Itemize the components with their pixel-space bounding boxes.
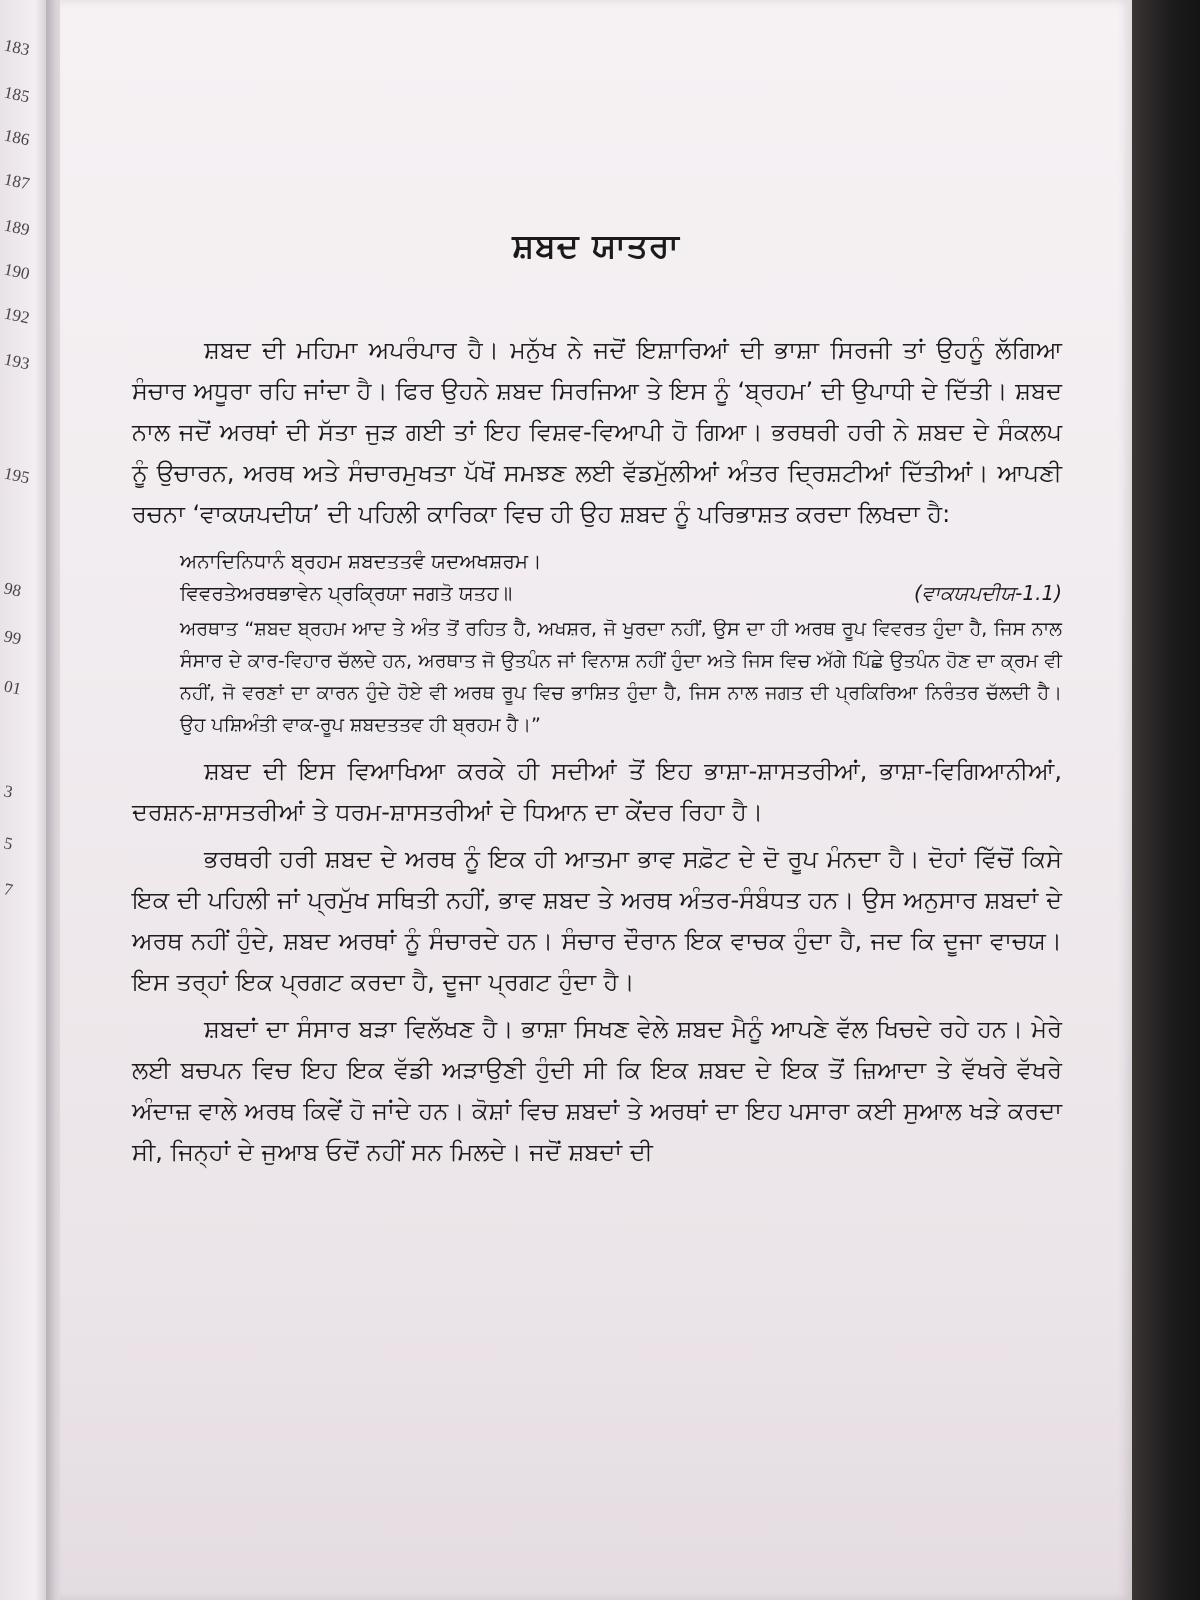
margin-page-number: 01 <box>2 676 23 699</box>
sanskrit-quote <box>180 545 1062 741</box>
margin-page-number: 187 <box>2 169 32 194</box>
margin-page-number: 183 <box>2 35 32 60</box>
margin-page-number: 185 <box>2 82 32 107</box>
intro-paragraph: ਸ਼ਬਦ ਦੀ ਮਹਿਮਾ ਅਪਰੰਪਾਰ ਹੈ। ਮਨੁੱਖ ਨੇ ਜਦੋਂ ਇਸ਼ਾਰਿਆਂ ਦੀ ਭਾਸ਼ਾ ਸਿਰਜੀ ਤਾਂ ਉਹਨੂੰ ਲੱਗਿਆ ਸੰਚਾਰ ਅਧੂਰਾ ਰਹਿ ਜਾਂਦਾ ਹੈ। ਫਿਰ ਉਹਨੇ ਸ਼ਬਦ ਸਿਰਜਿਆ ਤੇ ਇਸ ਨੂੰ ‘ਬ੍ਰਹਮ’ ਦੀ ਉਪਾਧੀ ਦੇ ਦਿੱਤੀ। ਸ਼ਬਦ ਨਾਲ ਜਦੋਂ ਅਰਥਾਂ ਦੀ ਸੱਤਾ ਜੁੜ ਗਈ ਤਾਂ ਇਹ ਵਿਸ਼ਵ-ਵਿਆਪੀ ਹੋ ਗਿਆ। ਭਰਥਰੀ ਹਰੀ ਨੇ ਸ਼ਬਦ ਦੇ ਸੰਕਲਪ ਨੂੰ ਉਚਾਰਨ, ਅਰਥ ਅਤੇ ਸੰਚਾਰਮੁਖਤਾ ਪੱਖੋਂ ਸਮਝਣ ਲਈ ਵੱਡਮੁੱਲੀਆਂ ਅੰਤਰ ਦ੍ਰਿਸ਼ਟੀਆਂ ਦਿੱਤੀਆਂ। ਆਪਣੀ ਰਚਨਾ ‘ਵਾਕਯਪਦੀਯ’ ਦੀ ਪਹਿਲੀ ਕਾਰਿਕਾ ਵਿਚ ਹੀ ਉਹ ਸ਼ਬਦ ਨੂੰ ਪਰਿਭਾਸ਼ਤ ਕਰਦਾ ਲਿਖਦਾ ਹੈ: <box>132 336 1062 528</box>
margin-page-number: 190 <box>2 259 32 284</box>
page-body <box>132 330 1062 1173</box>
chapter-title: ਸ਼ਬਦ ਯਾਤਰਾ <box>512 226 680 265</box>
margin-page-number: 99 <box>2 626 23 649</box>
dark-background <box>1130 0 1200 1600</box>
margin-page-number: 5 <box>2 833 15 854</box>
margin-page-number: 7 <box>2 879 15 900</box>
margin-page-number: 186 <box>2 125 32 150</box>
margin-page-number: 98 <box>2 578 23 601</box>
verse-line: ਵਿਵਰਤੇਅਰਥਭਾਵੇਨ ਪ੍ਰਕ੍ਰਿਯਾ ਜਗਤੋ ਯਤਹ॥ <box>180 581 513 605</box>
book-page <box>60 0 1132 1600</box>
margin-page-number: 193 <box>2 349 32 374</box>
margin-page-number: 195 <box>2 463 32 488</box>
facing-page-edge <box>0 0 50 1600</box>
verse-reference: (ਵਾਕਯਪਦੀਯ-1.1) <box>913 581 1062 605</box>
body-paragraph: ਸ਼ਬਦਾਂ ਦਾ ਸੰਸਾਰ ਬੜਾ ਵਿਲੱਖਣ ਹੈ। ਭਾਸ਼ਾ ਸਿਖਣ ਵੇਲੇ ਸ਼ਬਦ ਮੈਨੂੰ ਆਪਣੇ ਵੱਲ ਖਿਚਦੇ ਰਹੇ ਹਨ। ਮੇਰੇ ਲਈ ਬਚਪਨ ਵਿਚ ਇਹ ਇਕ ਵੱਡੀ ਅੜਾਉਣੀ ਹੁੰਦੀ ਸੀ ਕਿ ਇਕ ਸ਼ਬਦ ਦੇ ਇਕ ਤੋਂ ਜ਼ਿਆਦਾ ਤੇ ਵੱਖਰੇ ਵੱਖਰੇ ਅੰਦਾਜ਼ ਵਾਲੇ ਅਰਥ ਕਿਵੇਂ ਹੋ ਜਾਂਦੇ ਹਨ। ਕੋਸ਼ਾਂ ਵਿਚ ਸ਼ਬਦਾਂ ਤੇ ਅਰਥਾਂ ਦਾ ਇਹ ਪਸਾਰਾ ਕਈ ਸੁਆਲ ਖੜੇ ਕਰਦਾ ਸੀ, ਜਿਨ੍ਹਾਂ ਦੇ ਜੁਆਬ ਓਦੋਂ ਨਹੀਂ ਸਨ ਮਿਲਦੇ। ਜਦੋਂ ਸ਼ਬਦਾਂ ਦੀ <box>132 1015 1062 1166</box>
body-paragraph: ਭਰਥਰੀ ਹਰੀ ਸ਼ਬਦ ਦੇ ਅਰਥ ਨੂੰ ਇਕ ਹੀ ਆਤਮਾ ਭਾਵ ਸਫ਼ੋਟ ਦੇ ਦੋ ਰੂਪ ਮੰਨਦਾ ਹੈ। ਦੋਹਾਂ ਵਿੱਚੋਂ ਕਿਸੇ ਇਕ ਦੀ ਪਹਿਲੀ ਜਾਂ ਪ੍ਰਮੁੱਖ ਸਥਿਤੀ ਨਹੀਂ, ਭਾਵ ਸ਼ਬਦ ਤੇ ਅਰਥ ਅੰਤਰ-ਸੰਬੰਧਤ ਹਨ। ਉਸ ਅਨੁਸਾਰ ਸ਼ਬਦਾਂ ਦੇ ਅਰਥ ਨਹੀਂ ਹੁੰਦੇ, ਸ਼ਬਦ ਅਰਥਾਂ ਨੂੰ ਸੰਚਾਰਦੇ ਹਨ। ਸੰਚਾਰ ਦੌਰਾਨ ਇਕ ਵਾਚਕ ਹੁੰਦਾ ਹੈ, ਜਦ ਕਿ ਦੂਜਾ ਵਾਚਯ। ਇਸ ਤਰ੍ਹਾਂ ਇਕ ਪ੍ਰਗਟ ਕਰਦਾ ਹੈ, ਦੂਜਾ ਪ੍ਰਗਟ ਹੁੰਦਾ ਹੈ। <box>132 845 1062 996</box>
quote-explanation: ਅਰਥਾਤ “ਸ਼ਬਦ ਬ੍ਰਹਮ ਆਦ ਤੇ ਅੰਤ ਤੋਂ ਰਹਿਤ ਹੈ, ਅਖਸ਼ਰ, ਜੋ ਖੁਰਦਾ ਨਹੀਂ, ਉਸ ਦਾ ਹੀ ਅਰਥ ਰੂਪ ਵਿਵਰਤ ਹੁੰਦਾ ਹੈ, ਜਿਸ ਨਾਲ ਸੰਸਾਰ ਦੇ ਕਾਰ-ਵਿਹਾਰ ਚੱਲਦੇ ਹਨ, ਅਰਥਾਤ ਜੋ ਉਤਪੰਨ ਜਾਂ ਵਿਨਾਸ਼ ਨਹੀਂ ਹੁੰਦਾ ਅਤੇ ਜਿਸ ਵਿਚ ਅੱਗੇ ਪਿੱਛੇ ਉਤਪੰਨ ਹੋਣ ਦਾ ਕ੍ਰਮ ਵੀ ਨਹੀਂ, ਜੋ ਵਰਣਾਂ ਦਾ ਕਾਰਨ ਹੁੰਦੇ ਹੋਏ ਵੀ ਅਰਥ ਰੂਪ ਵਿਚ ਭਾਸ਼ਿਤ ਹੁੰਦਾ ਹੈ, ਜਿਸ ਨਾਲ ਜਗਤ ਦੀ ਪ੍ਰਕਿਰਿਆ ਨਿਰੰਤਰ ਚੱਲਦੀ ਹੈ। ਉਹ ਪਸ਼ਿਅੰਤੀ ਵਾਕ-ਰੂਪ ਸ਼ਬਦਤਤਵ ਹੀ ਬ੍ਰਹਮ ਹੈ।” <box>180 618 1062 736</box>
margin-page-number: 3 <box>2 781 15 802</box>
verse-line: ਅਨਾਦਿਨਿਧਾਨੰ ਬ੍ਰਹਮ ਸ਼ਬਦਤਤਵੰ ਯਦਅਖਸ਼ਰਮ। <box>180 549 542 573</box>
margin-page-number: 189 <box>2 215 32 240</box>
verse-row <box>180 577 1062 609</box>
margin-page-number: 192 <box>2 303 32 328</box>
body-paragraph: ਸ਼ਬਦ ਦੀ ਇਸ ਵਿਆਖਿਆ ਕਰਕੇ ਹੀ ਸਦੀਆਂ ਤੋਂ ਇਹ ਭਾਸ਼ਾ-ਸ਼ਾਸਤਰੀਆਂ, ਭਾਸ਼ਾ-ਵਿਗਿਆਨੀਆਂ, ਦਰਸ਼ਨ-ਸ਼ਾਸਤਰੀਆਂ ਤੇ ਧਰਮ-ਸ਼ਾਸਤਰੀਆਂ ਦੇ ਧਿਆਨ ਦਾ ਕੇਂਦਰ ਰਿਹਾ ਹੈ। <box>132 757 1062 826</box>
